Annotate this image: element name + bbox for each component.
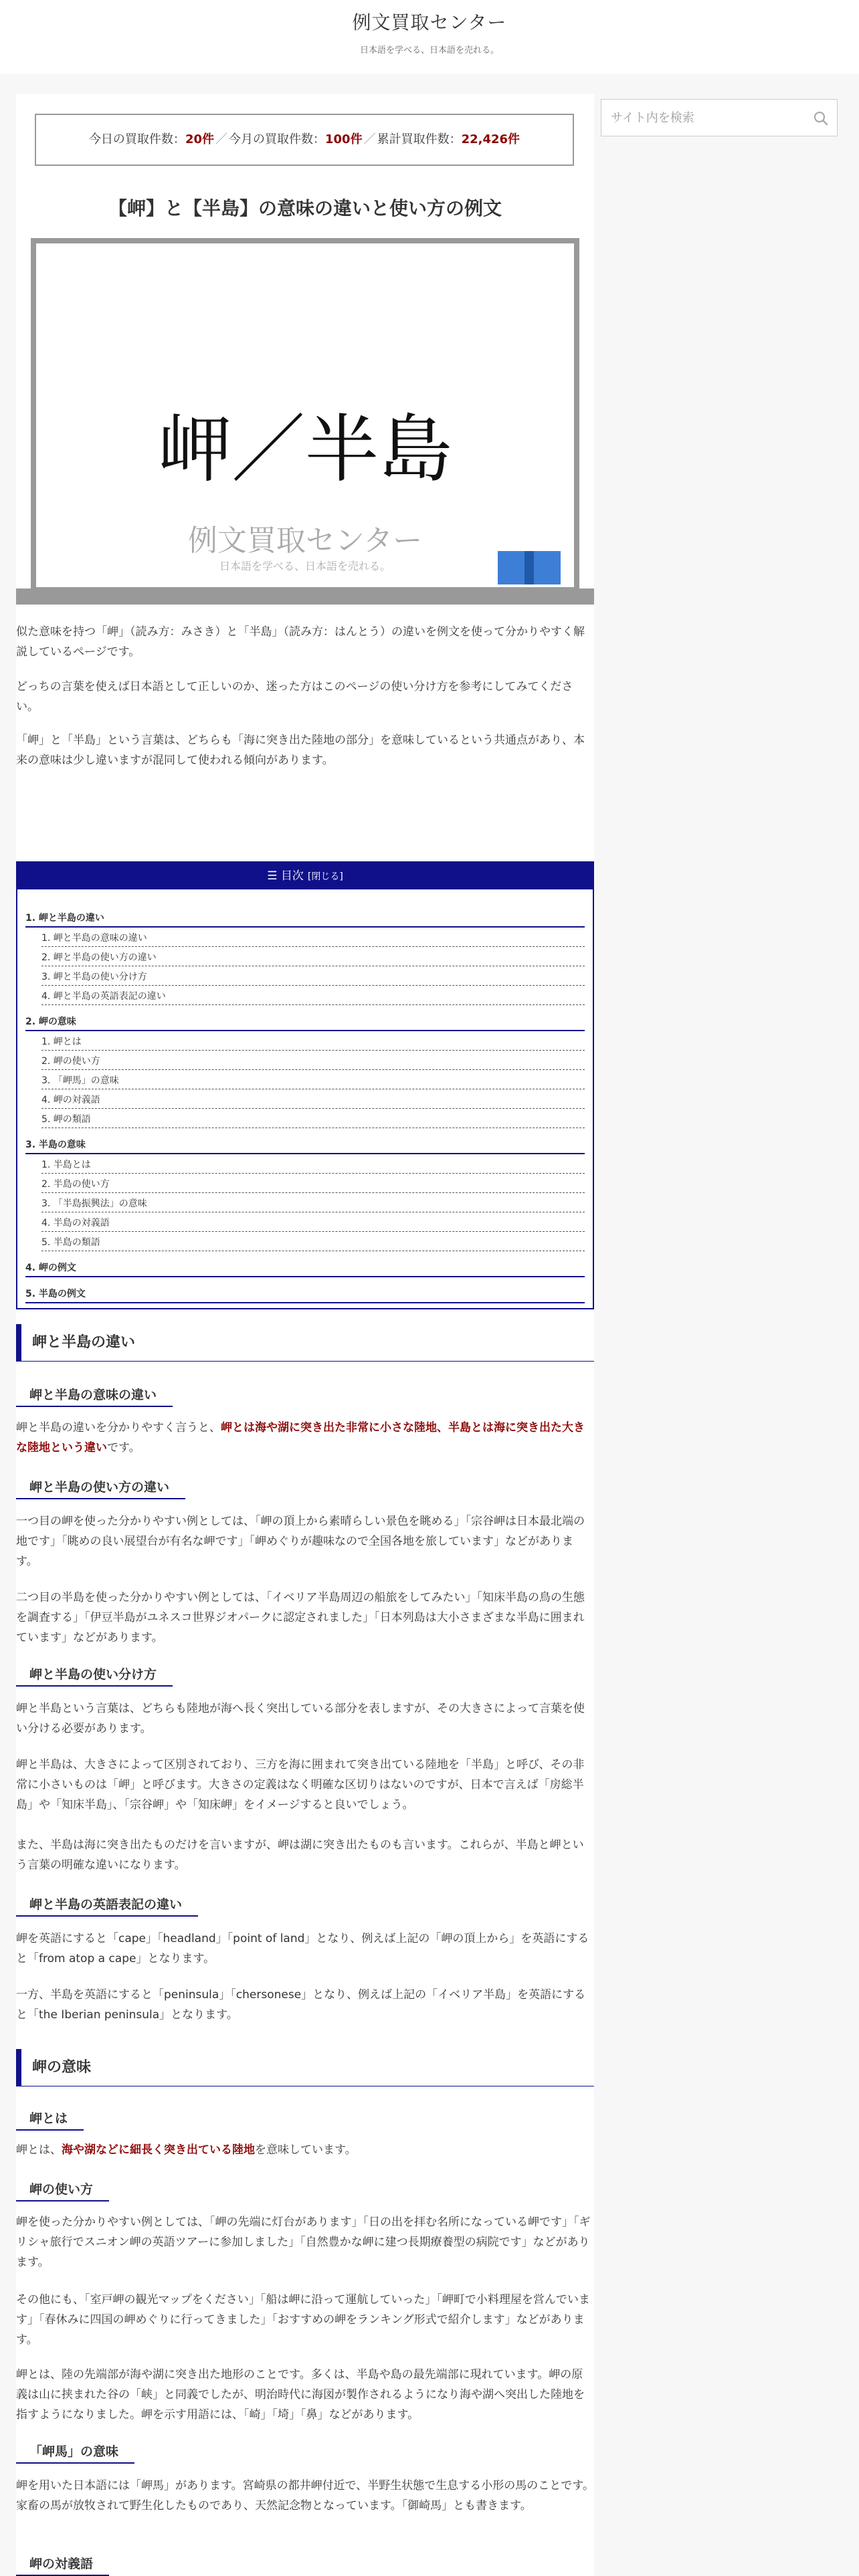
- toc-item-link[interactable]: 1. 岬とは: [41, 1031, 585, 1051]
- chalk-tray: [16, 588, 594, 605]
- body-paragraph: 岬と半島の違いを分かりやすく言うと、岬とは海や湖に突き出た非常に小さな陸地、半島とは海に突き出た大きな陸地という違いです。: [16, 1421, 585, 1455]
- toc-title: 目次: [280, 869, 304, 883]
- body-paragraph: 岬とは、海や湖などに細長く突き出ている陸地を意味しています。: [16, 2143, 357, 2157]
- toc-item-link[interactable]: 4. 半島の対義語: [41, 1212, 585, 1232]
- blackboard: [31, 238, 579, 593]
- body-paragraph: 一つ目の岬を使った分かりやすい例としては、「岬の頂上から素晴らしい景色を眺める」「宗谷岬は日本最北端の地です」「眺めの良い展望台が有名な岬です」「岬めぐりが趣味なので全国各地を旅しています」などがあります。: [16, 1515, 585, 1568]
- toc-item-link[interactable]: 3. 岬と半島の使い分け方: [41, 966, 585, 986]
- eraser: [498, 551, 561, 584]
- toc-section-link[interactable]: 2. 岬の意味: [25, 1010, 585, 1031]
- site-header: [0, 0, 859, 74]
- intro-paragraph: 「岬」と「半島」という言葉は、どちらも「海に突き出た陸地の部分」を意味しているという共通点があり、本来の意味は少し違いますが混同して使われる傾向があります。: [16, 734, 585, 767]
- toc-item-link[interactable]: 5. 岬の類語: [41, 1109, 585, 1128]
- site-title[interactable]: 例文買取センター: [352, 11, 507, 33]
- subsection-heading: 岬の対義語: [16, 2552, 109, 2576]
- toc-item-link[interactable]: 1. 岬と半島の意味の違い: [41, 928, 585, 947]
- search-icon[interactable]: [812, 109, 830, 128]
- toc-section-link[interactable]: 1. 岬と半島の違い: [25, 907, 585, 928]
- purchase-counter: [35, 114, 574, 166]
- body-paragraph: 岬を使った分かりやすい例としては、「岬の先端に灯台があります」「日の出を拝む名所になっている岬です」「ギリシャ旅行でスニオン岬の英語ツアーに参加しました」「自然豊かな岬に建つ長期療養型の病院です」などがあります。: [16, 2216, 591, 2269]
- intro-paragraph: 似た意味を持つ「岬」（読み方：みさき）と「半島」（読み方：はんとう）の違いを例文を使って分かりやすく解説しているページです。: [16, 625, 585, 659]
- body-paragraph: 二つ目の半島を使った分かりやすい例としては、「イベリア半島周辺の船旅をしてみたい」「知床半島の鳥の生態を調査する」「伊豆半島がユネスコ世界ジオパークに認定されました」「日本列島は大小さまざまな半島に囲まれています」などがあります。: [16, 1591, 585, 1644]
- highlight-text: 岬とは海や湖に突き出た非常に小さな陸地、半島とは海に突き出た大きな陸地という違い: [16, 1421, 585, 1455]
- eyecatch-main-text: 岬／半島: [158, 407, 452, 492]
- toc-item-link[interactable]: 3. 「岬馬」の意味: [41, 1070, 585, 1089]
- toc-body: [17, 889, 593, 1303]
- sidebar: [601, 99, 843, 136]
- toc-item-link[interactable]: 2. 岬と半島の使い方の違い: [41, 947, 585, 966]
- today-label: 今日の買取件数：: [88, 132, 185, 146]
- eyecatch-brand-sub: 日本語を学べる、日本語を売れる。: [219, 560, 391, 572]
- toc-item-link[interactable]: 2. 半島の使い方: [41, 1174, 585, 1193]
- subsection-heading: 岬と半島の使い方の違い: [16, 1475, 185, 1499]
- main-content: [16, 94, 594, 2576]
- total-label: 累計買取件数：: [377, 132, 462, 146]
- toc-toggle[interactable]: [閉じる]: [307, 871, 343, 882]
- body-paragraph: 岬とは、陸の先端部が海や湖に突き出た地形のことです。多くは、半島や島の最先端部に現れています。岬の原義は山に挟まれた谷の「峡」と同義でしたが、明治時代に海図が製作されるようになり海や湖へ突出した陸地を指すようになりました。岬を示す用語には、「崎」「埼」「鼻」などがあります。: [16, 2368, 585, 2422]
- month-label: 今月の買取件数：: [229, 132, 325, 146]
- body-paragraph: その他にも、「室戸岬の観光マップをください」「船は岬に沿って運航していった」「岬町で小料理屋を営んでいます」「春休みに四国の岬めぐりに行ってきました」「おすすめの岬をランキング形式で紹介します」などがあります。: [16, 2293, 590, 2347]
- toc-item-link[interactable]: 3. 「半島振興法」の意味: [41, 1193, 585, 1212]
- page-title: 【岬】と【半島】の意味の違いと使い方の例文: [108, 197, 502, 219]
- subsection-heading: 岬と半島の使い分け方: [16, 1662, 173, 1687]
- toc-item-link[interactable]: 1. 半島とは: [41, 1154, 585, 1174]
- toc-section-link[interactable]: 5. 半島の例文: [25, 1283, 585, 1303]
- toc-section-link[interactable]: 4. 岬の例文: [25, 1257, 585, 1277]
- body-paragraph: 岬を用いた日本語には「岬馬」があります。宮崎県の都井岬付近で、半野生状態で生息する小形の馬のことです。家畜の馬が放牧されて野生化したものであり、天然記念物となっています。「御崎馬」とも書きます。: [16, 2479, 594, 2512]
- highlight-text: 海や湖などに細長く突き出ている陸地: [62, 2143, 255, 2157]
- subsection-heading: 「岬馬」の意味: [16, 2440, 134, 2464]
- body-paragraph: 一方、半島を英語にすると「peninsula」「chersonese」となり、例えば上記の「イベリア半島」を英語にすると「the Iberian peninsula」となります。: [16, 1988, 586, 2022]
- intro-paragraph: どっちの言葉を使えば日本語として正しいのか、迷った方はこのページの使い分け方を参考にしてみてください。: [16, 680, 573, 714]
- body-paragraph: 岬と半島という言葉は、どちらも陸地が海へ長く突出している部分を表しますが、その大きさによって言葉を使い分ける必要があります。: [16, 1702, 585, 1735]
- toc-item-link[interactable]: 2. 岬の使い方: [41, 1051, 585, 1070]
- search-input[interactable]: [601, 100, 837, 136]
- list-icon: ☰: [267, 869, 281, 883]
- section-heading: 岬と半島の違い: [16, 1324, 594, 1362]
- site-tagline: 日本語を学べる、日本語を売れる。: [359, 45, 499, 56]
- subsection-heading: 岬と半島の意味の違い: [16, 1383, 173, 1407]
- toc-header: [17, 863, 593, 889]
- today-count: 20件: [185, 132, 214, 146]
- table-of-contents: [16, 861, 594, 1309]
- body-paragraph: 岬を英語にすると「cape」「headland」「point of land」となり、例えば上記の「岬の頂上から」を英語にすると「from atop a cape」となります。: [16, 1932, 589, 1965]
- eyecatch-brand: 例文買取センター: [187, 524, 423, 558]
- subsection-heading: 岬とは: [16, 2107, 84, 2131]
- month-count: 100件: [325, 132, 363, 146]
- total-count: 22,426件: [461, 132, 520, 146]
- subsection-heading: 岬の使い方: [16, 2177, 109, 2202]
- toc-item-link[interactable]: 5. 半島の類語: [41, 1232, 585, 1251]
- subsection-heading: 岬と半島の英語表記の違い: [16, 1893, 198, 1917]
- body-paragraph: また、半島は海に突き出たものだけを言いますが、岬は湖に突き出たものも言います。これらが、半島と岬という言葉の明確な違いになります。: [16, 1838, 584, 1872]
- toc-section-link[interactable]: 3. 半島の意味: [25, 1134, 585, 1154]
- search-form: [601, 99, 838, 136]
- eyecatch-image: [16, 225, 594, 606]
- section-heading: 岬の意味: [16, 2049, 594, 2086]
- body-paragraph: 岬と半島は、大きさによって区別されており、三方を海に囲まれて突き出ている陸地を「半島」と呼び、その非常に小さいものは「岬」と呼びます。大きさの定義はなく明確な区切りはないのですが、日本で言えば「房総半島」や「知床半島」、「宗谷岬」や「知床岬」をイメージすると良いでしょう。: [16, 1758, 585, 1812]
- counter-separator: ／: [215, 132, 227, 146]
- counter-separator: ／: [363, 132, 376, 146]
- toc-item-link[interactable]: 4. 岬の対義語: [41, 1089, 585, 1109]
- toc-item-link[interactable]: 4. 岬と半島の英語表記の違い: [41, 986, 585, 1005]
